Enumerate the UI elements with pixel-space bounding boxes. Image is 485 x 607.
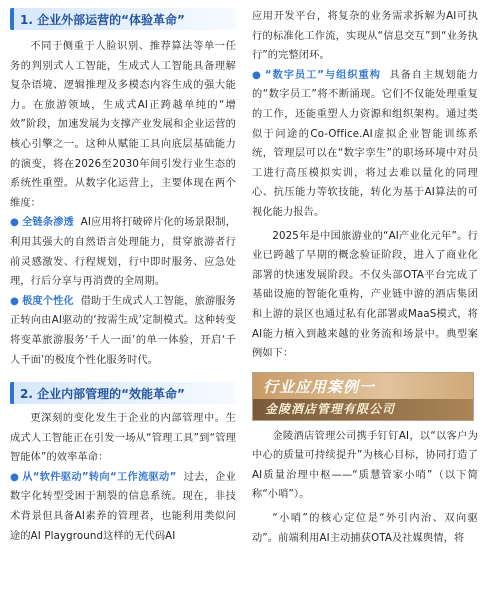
left-column	[10, 0, 236, 546]
section-heading-1	[10, 8, 236, 30]
bullet-full-chain	[10, 213, 236, 291]
bullet-label: 从“软件驱动”转向“工作流驱动”	[22, 471, 177, 483]
bullet-text: 具备自主规划能力的“数字员工”将不断涌现。它们不仅能处理重复的工作，还能重塑人力资源和组织架构。通过类似于问途的Co-Office.AI虚拟企业智能训练系统，管理层可以在“数字孪生”的职场环境中对员工进行高压模拟实训，将过去难以量化的同理心、抗压能力等软技能，转化为基于AI算法的可视化能力报告。	[252, 69, 479, 218]
heading-accent-bar	[10, 8, 14, 30]
bullet-digital-staff	[252, 66, 478, 223]
paragraph-industry-2025: 2025年是中国旅游业的“AI产业化元年”。行业已跨越了早期的概念验证阶段，进入了商业化部署的快速发展阶段。不仅头部OTA平台完成了基础设施的智能化重构，产业链中游的酒店集团和上游的景区也通过私有化部署或MaaS模式，将AI能力植入到越来越的业务流和场景中。典型案例如下：	[252, 230, 478, 360]
bullet-label: 极度个性化	[22, 295, 74, 307]
bullet-workflow	[10, 468, 236, 546]
case-banner-subtitle: 金陵酒店管理有限公司	[265, 401, 396, 416]
bullet-text: 借助于生成式人工智能，旅游服务正转向由AI驱动的‘按需生成’定制模式。这种转变将变革旅游服务‘千人一面’的单一体验，开启‘千人千面’的极度个性化服务时代。	[10, 295, 237, 366]
bullet-dot-icon: ●	[252, 69, 262, 81]
bullet-text: AI应用将打破碎片化的场景限制，利用其强大的自然语言处理能力，贯穿旅游者行前灵感激发、行程规划，行中即时服务、应急处理，行后分享与再消费的全周期。	[10, 217, 237, 288]
paragraph-xiaoshao: “小哨”的核心定位是“外引内治、双向驱动”。前端利用AI主动捕获OTA及社媒舆情，将	[252, 513, 478, 544]
paragraph-jinling: 金陵酒店管理公司携手钉钉AI，以“以客户为中心的质量可持续提升”为核心目标，协同打造了AI质量治理中枢——“质慧管家小哨”（以下简称“小哨”）。	[252, 430, 478, 501]
heading-accent-bar	[10, 382, 14, 404]
paragraph-continued: 应用开发平台，将复杂的业务需求拆解为AI可执行的标准化工作流，实现从“信息交互”到“业务执行”的完整闭环。	[252, 11, 478, 62]
bullet-dot-icon: ●	[10, 471, 20, 483]
case-banner-title: 行业应用案例一	[263, 377, 376, 396]
bullet-text: 过去，企业数字化转型受困于割裂的信息系统。现在，非技术背景但具备AI素养的管理者，也能利用类似问途的AI Playground这样的无代码AI	[10, 471, 237, 542]
section-title-1: 1. 企业外部运营的“体验革命”	[20, 13, 185, 27]
paragraph-intro: 不同于侧重于人脸识别、推荐算法等单一任务的判别式人工智能，生成式人工智能具备理解复杂语境、逻辑推理及多模态内容生成的强大能力。在旅游领域，生成式AI正跨越单纯的“增效”阶段，加速发展为支撑产业发展和企业运营的核心引擎之一。这种从赋能工具向底层基础能力的演变，将在2026至2030年间引发行业生态的系统性重塑。从数字化运营上，主要体现在两个维度：	[10, 41, 236, 209]
section-title-2: 2. 企业内部管理的“效能革命”	[20, 387, 185, 402]
bullet-label: “数字员工”与组织重构	[264, 69, 381, 81]
case-banner-image	[252, 372, 474, 421]
bullet-dot-icon: ●	[10, 295, 20, 307]
bullet-dot-icon: ●	[10, 217, 20, 229]
section-heading-2	[10, 382, 236, 404]
bullet-personalization	[10, 292, 236, 370]
bullet-label: 全链条渗透	[22, 217, 74, 229]
right-column	[252, 0, 478, 548]
paragraph-internal: 更深刻的变化发生于企业的内部管理中。生成式人工智能正在引发一场从“管理工具”到“管理智能体”的效率革命：	[10, 413, 236, 464]
